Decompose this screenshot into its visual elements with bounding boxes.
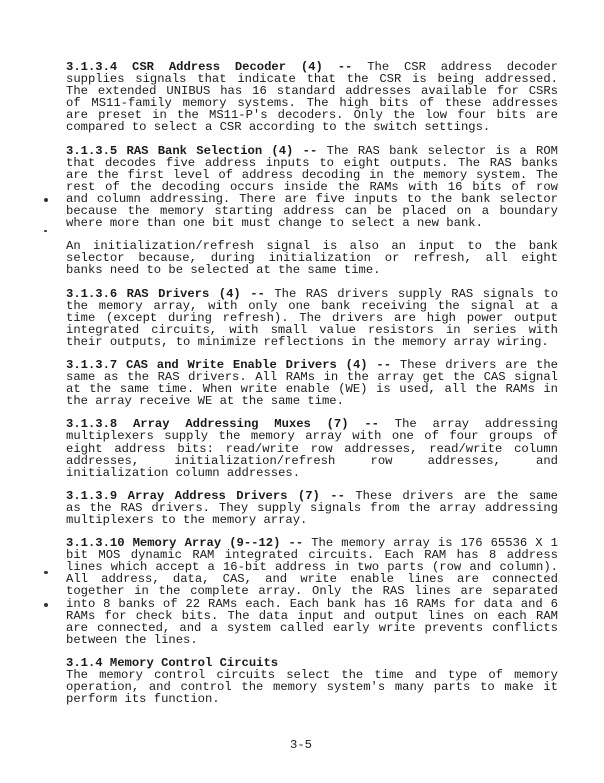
text-line	[66, 336, 558, 348]
text-line	[66, 395, 558, 407]
section-heading: 3.1.3.10 Memory Array (9--12) --	[66, 536, 304, 551]
line-text: These drivers are the same	[355, 488, 558, 503]
line-text: The RAS drivers supply RAS signals to	[274, 286, 559, 301]
line-text: that decodes five address inputs to eight outputs. The RAS banks	[66, 155, 558, 170]
line-text: multiplexers supply the memory array with one of four groups of	[66, 429, 558, 444]
line-text: The array addressing	[394, 417, 559, 432]
line-text: between the lines.	[66, 632, 198, 647]
line-text: eight address bits: read/write row addresses, read/write column	[66, 441, 558, 456]
line-text: perform its function.	[66, 692, 220, 707]
line-text: These drivers are the	[399, 357, 558, 372]
line-text: selector because, during initialization or refresh, all eight	[66, 251, 558, 266]
line-text: multiplexers to the memory array.	[66, 513, 308, 527]
section-heading: 3.1.3.5 RAS Bank Selection (4) --	[66, 143, 318, 158]
paragraph	[66, 61, 558, 134]
line-text: the memory array, with only one bank receiving the signal at a	[66, 298, 558, 313]
section-heading: 3.1.3.6 RAS Drivers (4) --	[66, 286, 265, 301]
line-text: of MS11-family memory systems. The high bits of these addresses	[66, 96, 558, 111]
section-heading: 3.1.3.8 Array Addressing Muxes (7) --	[66, 417, 379, 432]
document-page	[66, 61, 558, 716]
paragraph	[66, 359, 558, 407]
margin-mark	[44, 603, 48, 607]
line-text: same as the RAS drivers. All RAMs in the array get the CAS signal	[66, 370, 558, 385]
line-text: initialization column addresses.	[66, 465, 301, 480]
line-text: their outputs, to minimize reflections in the memory array wiring.	[66, 334, 549, 349]
line-text: RAMs for check bits. The data input and output lines on each RAM	[66, 608, 558, 623]
line-text: into 8 banks of 22 RAMs each. Each bank has 16 RAMs for data and 6	[66, 596, 558, 611]
text-line	[66, 217, 558, 229]
line-text: are connected, and a system called early write prevents conflicts	[66, 620, 558, 635]
line-text: The CSR address decoder	[367, 60, 558, 74]
section-heading: 3.1.3.4 CSR Address Decoder (4) --	[66, 60, 353, 74]
section-heading: 3.1.3.9 Array Address Drivers (7) --	[66, 488, 345, 503]
paragraph	[66, 418, 558, 478]
text-line	[66, 264, 558, 276]
paragraph	[66, 537, 558, 646]
margin-mark	[44, 230, 47, 232]
section-heading: 3.1.4 Memory Control Circuits	[66, 655, 279, 670]
text-line	[66, 121, 558, 133]
line-text: are the first level of address decoding in the memory system. The	[66, 167, 558, 182]
line-text: lines which accept a 16-bit address in two parts (row and column).	[66, 560, 558, 575]
paragraph	[66, 288, 558, 348]
paragraph	[66, 240, 558, 276]
line-text: are preset in the MS11-P's decoders. Only the low four bits are	[66, 108, 558, 123]
line-text: rest of the decoding occurs inside the RAMs with 16 bits of row	[66, 179, 558, 194]
paragraph	[66, 145, 558, 230]
line-text: compared to select a CSR according to the switch settings.	[66, 120, 491, 135]
section-heading: 3.1.3.7 CAS and Write Enable Drivers (4) --	[66, 357, 392, 372]
line-text: The memory array is 176 65536 X 1	[311, 536, 558, 551]
text-line	[66, 693, 558, 705]
line-text: time (except during refresh). The drivers are high power output	[66, 310, 558, 325]
line-text: operation, and control the memory system's many parts to make it	[66, 680, 558, 695]
margin-mark	[44, 571, 48, 574]
line-text: The RAS bank selector is a ROM	[326, 143, 558, 158]
line-text: at the same time. When write enable (WE) is used, all the RAMs in	[66, 382, 558, 397]
paragraph	[66, 490, 558, 526]
page-number: 3-5	[290, 738, 312, 752]
paragraph	[66, 657, 558, 705]
line-text: where more than one bit must change to select a new bank.	[66, 216, 483, 231]
text-line	[66, 514, 558, 526]
line-text: bit MOS dynamic RAM integrated circuits. Each RAM has 8 address	[66, 548, 558, 563]
margin-mark	[44, 198, 48, 202]
line-text: All address, data, CAS, and write enable lines are connected	[66, 572, 558, 587]
line-text: because the memory starting address can be placed on a boundary	[66, 204, 558, 219]
line-text: the array receive WE at the same time.	[66, 394, 344, 409]
line-text: The memory control circuits select the time and type of memory	[66, 668, 558, 683]
text-line	[66, 634, 558, 646]
line-text: together in the complete array. Only the RAS lines are separated	[66, 584, 558, 599]
line-text: and column addressing. There are five inputs to the bank selector	[66, 191, 558, 206]
line-text: as the RAS drivers. They supply signals from the array addressing	[66, 500, 558, 515]
line-text: addresses, initialization/refresh row addresses, and	[66, 453, 558, 468]
line-text: The extended UNIBUS has 16 standard addresses available for CSRs	[66, 84, 558, 99]
line-text: An initialization/refresh signal is also an input to the bank	[66, 239, 558, 254]
line-text: integrated circuits, with small value resistors in series with	[66, 322, 558, 337]
text-line	[66, 467, 558, 479]
line-text: supplies signals that indicate that the CSR is being addressed.	[66, 72, 558, 87]
line-text: banks need to be selected at the same time.	[66, 263, 381, 278]
